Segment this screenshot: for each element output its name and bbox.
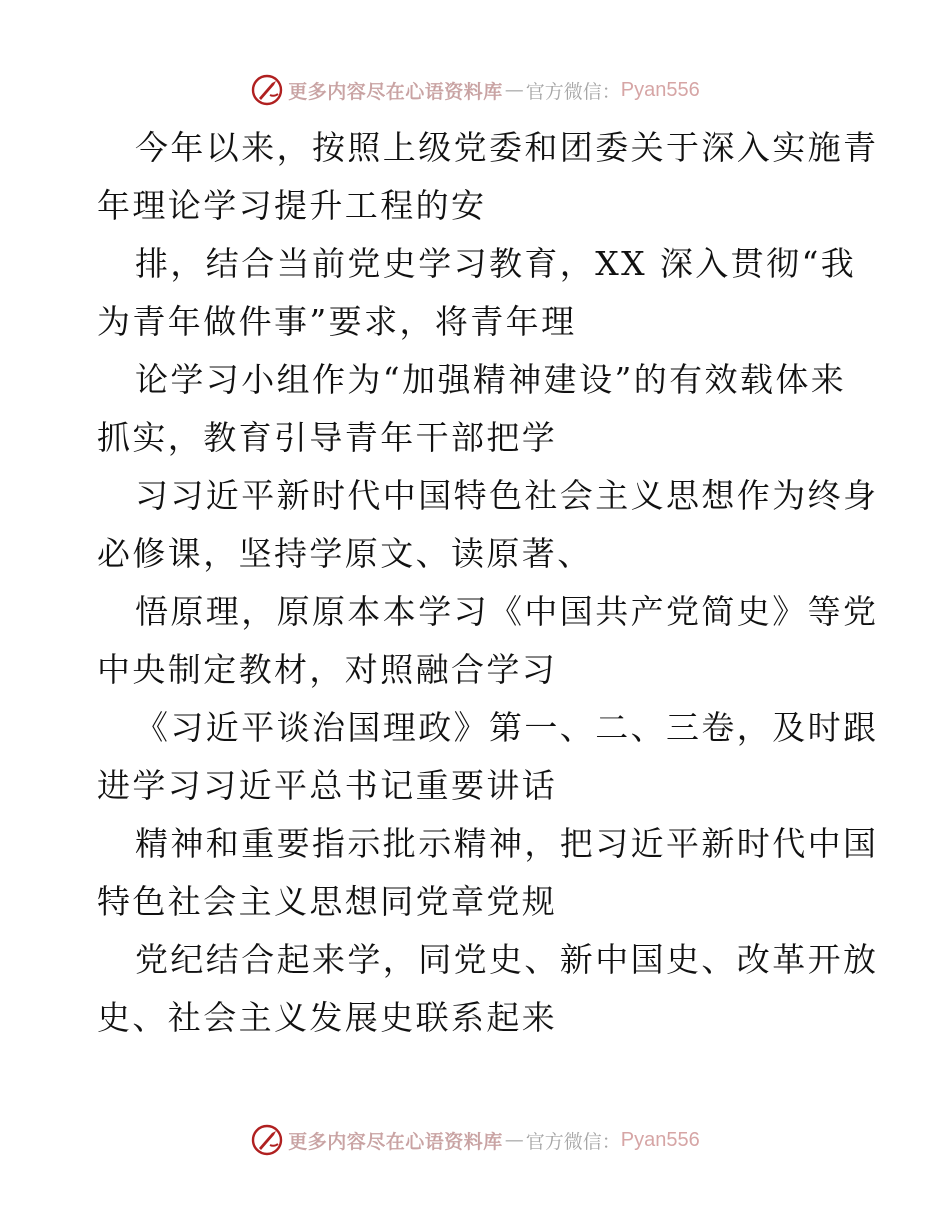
body-line: 必修课，坚持学原文、读原著、 xyxy=(97,534,593,573)
document-body xyxy=(97,119,879,1047)
body-line: 年理论学习提升工程的安 xyxy=(97,186,487,225)
body-line: 为青年做件事”要求，将青年理 xyxy=(97,302,577,341)
body-line: 中央制定教材，对照融合学习 xyxy=(97,650,558,689)
footer-brand-text: 更多内容尽在心语资料库 xyxy=(288,1130,503,1153)
body-line: 《习近平谈治国理政》第一、二、三卷，及时跟 xyxy=(135,708,879,747)
footer-wechat-id: Pyan556 xyxy=(620,1128,700,1151)
header-wechat-id: Pyan556 xyxy=(620,78,700,101)
header-brand-text: 更多内容尽在心语资料库 xyxy=(288,80,503,103)
body-line: 史、社会主义发展史联系起来 xyxy=(97,998,558,1037)
body-line: 精神和重要指示批示精神，把习近平新时代中国 xyxy=(135,824,879,863)
body-line: 悟原理，原原本本学习《中国共产党简史》等党 xyxy=(135,592,879,631)
body-line: 进学习习近平总书记重要讲话 xyxy=(97,766,558,805)
footer-dash: — xyxy=(504,1129,524,1151)
header-official-label: 官方微信： xyxy=(525,80,621,103)
body-line: 论学习小组作为“加强精神建设”的有效载体来 xyxy=(135,360,847,399)
body-line: 特色社会主义思想同党章党规 xyxy=(97,882,558,921)
body-line: 党纪结合起来学，同党史、新中国史、改革开放 xyxy=(135,940,879,979)
header-banner xyxy=(0,70,950,110)
footer-official-label: 官方微信： xyxy=(525,1130,621,1153)
body-line: 抓实，教育引导青年干部把学 xyxy=(97,418,558,457)
quill-seal-icon xyxy=(250,1123,284,1157)
body-line: 排，结合当前党史学习教育，XX 深入贯彻“我 xyxy=(135,244,857,283)
header-dash: — xyxy=(504,79,524,101)
body-line: 习习近平新时代中国特色社会主义思想作为终身 xyxy=(135,476,879,515)
body-line: 今年以来，按照上级党委和团委关于深入实施青 xyxy=(135,128,879,167)
footer-banner xyxy=(0,1120,950,1160)
quill-seal-icon xyxy=(250,73,284,107)
